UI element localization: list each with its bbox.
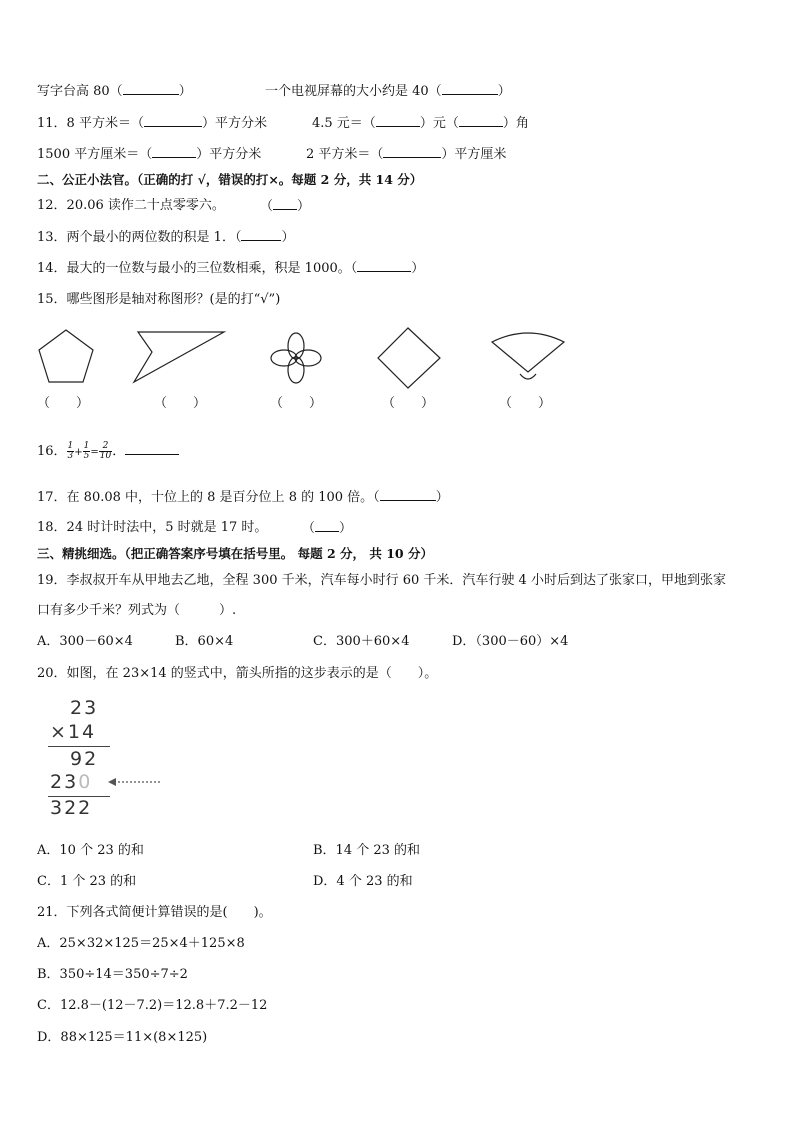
triangle-shape — [134, 332, 224, 382]
q11-r2a-end: ）平方分米 — [196, 147, 262, 162]
q16-eq: = — [90, 447, 99, 458]
q10-b-blank[interactable] — [442, 82, 498, 95]
q14-text: 14．最大的一位数与最小的三位数相乘，积是 1000。（ — [37, 261, 358, 276]
q15-paren-2[interactable]: （ ） — [154, 396, 207, 411]
q16-fraction-2: $\frac{1}{5}$ — [83, 441, 90, 461]
q13-close: ） — [281, 230, 295, 245]
q11-r2b-end: ）平方厘米 — [441, 147, 507, 162]
q19-option-d[interactable]: D．（300－60）×4 — [452, 634, 569, 649]
q16-row — [37, 440, 179, 465]
q10-a-close: ） — [178, 84, 192, 99]
q19-option-b[interactable]: B．60×4 — [175, 634, 234, 649]
q12-open: （ — [260, 199, 274, 214]
q21-option-b[interactable]: B．350÷14＝350÷7÷2 — [37, 967, 188, 982]
q18-text: 18．24 时计时法中，5 时就是 17 时。 — [37, 520, 268, 535]
q13-row — [37, 228, 294, 247]
q17-text: 17．在 80.08 中，十位上的 8 是百分位上 8 的 100 倍。（ — [37, 490, 380, 505]
q18-open: （ — [302, 521, 316, 536]
q14-row — [37, 259, 424, 278]
q11-r1b-text: 4.5 元＝（ — [312, 116, 376, 131]
q15-paren-5[interactable]: （ ） — [499, 396, 552, 411]
calc-row-2: ×14 — [50, 721, 97, 743]
q11-row1-left — [37, 114, 267, 133]
q11-row2-left — [37, 145, 261, 164]
q16-blank[interactable] — [125, 442, 179, 455]
q11-r1a-text: 11．8 平方米＝（ — [37, 116, 144, 131]
q11-row1-right — [312, 114, 529, 133]
calc-row-1: 23 — [70, 697, 99, 719]
q16-prefix: 16． — [37, 444, 67, 459]
q16-suffix: ． — [112, 444, 126, 459]
q20-option-c[interactable]: C．1 个 23 的和 — [37, 874, 137, 889]
pentagon-shape — [39, 330, 93, 382]
q11-r2b-text: 2 平方米＝（ — [306, 147, 384, 162]
calc-row-4-digits: 23 — [50, 771, 79, 793]
q14-blank[interactable] — [357, 259, 411, 272]
q19-line1: 19．李叔叔开车从甲地去乙地，全程 300 千米，汽车每小时行 60 千米．汽车行驶 4 小时后到达了张家口，甲地到张家 — [37, 573, 726, 588]
section3-heading: 三、精挑细选。（把正确答案序号填在括号里。 每题 2 分， 共 10 分） — [37, 546, 433, 561]
q20-option-b[interactable]: B．14 个 23 的和 — [313, 843, 421, 858]
q12-row — [37, 197, 225, 215]
q11-r1a-blank[interactable] — [144, 114, 202, 127]
q18-blank[interactable] — [315, 519, 339, 532]
q11-r2a-blank[interactable] — [152, 145, 196, 158]
q19-line2: 口有多少千米？列式为（ ）. — [37, 603, 237, 618]
calc-divider-1 — [48, 746, 110, 747]
q11-r1a-end: ）平方分米 — [201, 116, 267, 131]
q12-close: ） — [297, 199, 311, 214]
q12-answer — [260, 197, 310, 216]
calc-row-5: 322 — [50, 797, 93, 819]
q11-r1b-blank2[interactable] — [459, 114, 503, 127]
q15-paren-1[interactable]: （ ） — [37, 396, 90, 411]
q10-b-close: ） — [497, 84, 511, 99]
q13-blank[interactable] — [241, 228, 281, 241]
q10-b-row — [265, 82, 511, 101]
q15-paren-3[interactable]: （ ） — [270, 396, 323, 411]
q11-r2a-text: 1500 平方厘米＝（ — [37, 147, 153, 162]
q18-answer — [302, 519, 352, 538]
q21-option-d[interactable]: D．88×125＝11×(8×125) — [37, 1030, 208, 1045]
q17-blank[interactable] — [380, 488, 436, 501]
diamond-shape — [378, 328, 440, 388]
q15-text: 15．哪些图形是轴对称图形？(是的打“√”) — [37, 292, 281, 307]
q10-a-blank[interactable] — [123, 82, 179, 95]
q17-close: ） — [435, 490, 449, 505]
calc-row-3: 92 — [70, 748, 99, 770]
q11-r1b-blank1[interactable] — [376, 114, 420, 127]
fan-shape — [492, 333, 564, 379]
q20-option-a[interactable]: A．10 个 23 的和 — [37, 843, 144, 858]
q19-option-a[interactable]: A．300－60×4 — [37, 634, 133, 649]
section2-heading: 二、公正小法官。（正确的打 √，错误的打×。每题 2 分，共 14 分） — [37, 172, 423, 187]
clover-shape — [271, 333, 321, 383]
q13-text: 13．两个最小的两位数的积是 1．（ — [37, 230, 242, 245]
q11-r1b-end: ）角 — [502, 116, 529, 131]
q12-blank[interactable] — [273, 197, 297, 210]
arrow-icon — [104, 774, 164, 790]
q18-close: ） — [339, 521, 353, 536]
q21-option-c[interactable]: C．12.8－(12－7.2)＝12.8＋7.2－12 — [37, 998, 268, 1013]
q11-row2-right — [306, 145, 506, 164]
q20-text: 20．如图，在 23×14 的竖式中，箭头所指的这步表示的是（ ）。 — [37, 666, 438, 681]
q10-b-text: 一个电视屏幕的大小约是 40（ — [265, 84, 442, 99]
q15-shapes — [30, 322, 590, 394]
calc-row-4-hidden-zero: 0 — [78, 771, 93, 793]
q16-fraction-1: $\frac{1}{3}$ — [67, 441, 74, 461]
q21-text: 21．下列各式简便计算错误的是( )。 — [37, 905, 272, 920]
q11-r1b-mid: ）元（ — [419, 116, 459, 131]
q12-text: 12．20.06 读作二十点零零六。 — [37, 198, 225, 213]
q10-row — [37, 82, 192, 101]
q14-close: ） — [411, 261, 425, 276]
q10-a-text: 写字台高 80（ — [37, 84, 123, 99]
q20-option-d[interactable]: D．4 个 23 的和 — [313, 874, 413, 889]
q16-plus: + — [74, 447, 83, 458]
q17-row — [37, 488, 449, 507]
q11-r2b-blank[interactable] — [383, 145, 441, 158]
q16-fraction-3: $\frac{2}{10}$ — [99, 441, 112, 461]
calc-row-4 — [50, 771, 92, 793]
q21-option-a[interactable]: A．25×32×125＝25×4＋125×8 — [37, 936, 245, 951]
q15-paren-4[interactable]: （ ） — [382, 396, 435, 411]
q18-row — [37, 519, 267, 537]
q19-option-c[interactable]: C．300＋60×4 — [313, 634, 410, 649]
